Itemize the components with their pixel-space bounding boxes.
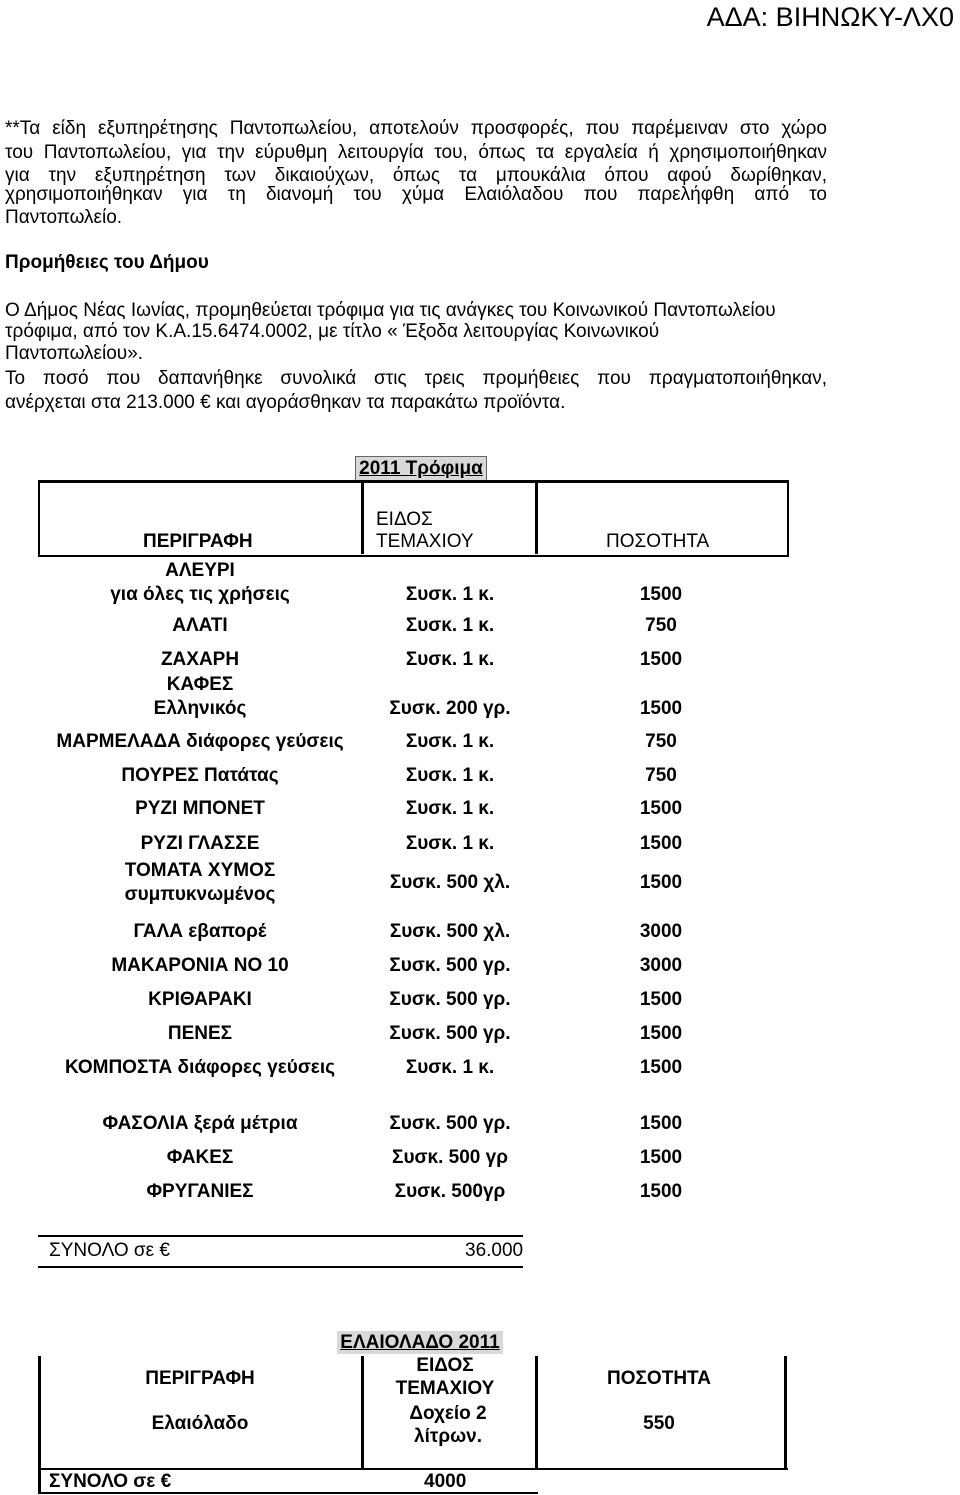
table1-cell-description: ΡΥΖΙ ΓΛΑΣΣΕ <box>140 833 260 854</box>
table2-total-value: 4000 <box>424 1471 467 1492</box>
table1-cell-description: για όλες τις χρήσεις <box>110 584 290 605</box>
table2-cell-description: Ελαιόλαδο <box>151 1413 249 1434</box>
table1-header-quantity: ΠΟΣΟΤΗΤΑ <box>606 531 710 552</box>
table1-cell-type: Συσκ. 1 κ. <box>405 731 495 752</box>
intro-line: **Τα είδη εξυπηρέτησης Παντοπωλείου, αποτελούν προσφορές, που παρέμειναν στο χώρο <box>5 118 827 139</box>
table1-total-value: 36.000 <box>465 1240 524 1261</box>
ada-code: ΑΔΑ: ΒΙΗΝΩΚΥ-ΛΧ0 <box>706 2 954 32</box>
table1-cell-description: ΦΡΥΓΑΝΙΕΣ <box>146 1181 254 1202</box>
table1-cell-quantity: 750 <box>645 615 677 636</box>
table1-cell-quantity: 1500 <box>639 584 683 605</box>
table1-cell-type: Συσκ. 500 χλ. <box>389 921 511 942</box>
table1-cell-quantity: 1500 <box>639 1147 683 1168</box>
table2-total-label: ΣΥΝΟΛΟ σε € <box>49 1471 172 1492</box>
table2-caption: ΕΛΑΙΟΛΑΔΟ 2011 <box>337 1331 503 1354</box>
section-line: Το ποσό που δαπανήθηκε συνολικά στις τρεις προμήθειες που πραγματοποιήθηκαν, <box>5 368 827 389</box>
table1-cell-type: Συσκ. 500 χλ. <box>389 872 511 893</box>
table1-cell-type: Συσκ. 1 κ. <box>405 798 495 819</box>
table2-divider <box>361 1356 364 1468</box>
table1-cell-description: Ελληνικός <box>153 698 247 719</box>
table1-divider <box>535 481 538 554</box>
table1-header-type: ΤΕΜΑΧΙΟΥ <box>376 531 474 552</box>
table2-rule <box>38 1468 788 1470</box>
table1-cell-quantity: 1500 <box>639 989 683 1010</box>
table1-cell-type: Συσκ. 1 κ. <box>405 1057 495 1078</box>
table1-cell-quantity: 750 <box>645 731 677 752</box>
table1-cell-type: Συσκ. 1 κ. <box>405 615 495 636</box>
table1-cell-quantity: 1500 <box>639 649 683 670</box>
table1-cell-quantity: 1500 <box>639 1057 683 1078</box>
table2-cell-type: Δοχείο 2 <box>409 1403 487 1424</box>
table2-cell-type: λίτρων. <box>414 1426 482 1447</box>
table1-cell-description: ΦΑΚΕΣ <box>166 1147 234 1168</box>
table1-cell-description: ΑΛΕΥΡΙ <box>165 560 235 581</box>
table1-cell-quantity: 1500 <box>639 1023 683 1044</box>
table1-cell-type: Συσκ. 500 γρ <box>392 1147 508 1168</box>
table2-cell-quantity: 550 <box>643 1413 675 1434</box>
table1-cell-description: ΜΑΡΜΕΛΑΔΑ διάφορες γεύσεις <box>56 731 344 752</box>
table1-cell-type: Συσκ. 200 γρ. <box>389 698 511 719</box>
table1-cell-quantity: 1500 <box>639 833 683 854</box>
intro-line: Παντοπωλείο. <box>5 207 123 228</box>
table1-caption: 2011 Τρόφιμα <box>355 456 487 481</box>
table1-cell-description: ΑΛΑΤΙ <box>172 615 228 636</box>
table1-cell-quantity: 1500 <box>639 1113 683 1134</box>
table2-header-quantity: ΠΟΣΟΤΗΤΑ <box>607 1368 711 1389</box>
table1-cell-description: ΠΕΝΕΣ <box>167 1023 233 1044</box>
section-line: Ο Δήμος Νέας Ιωνίας, προμηθεύεται τρόφιμα για τις ανάγκες του Κοινωνικού Παντοπωλείου <box>5 300 776 321</box>
table1-cell-quantity: 1500 <box>639 698 683 719</box>
table1-cell-quantity: 1500 <box>639 872 683 893</box>
table1-cell-type: Συσκ. 500 γρ. <box>389 1023 511 1044</box>
section-line: ανέρχεται στα 213.000 € και αγοράσθηκαν τα παρακάτω προϊόντα. <box>5 392 566 413</box>
section-heading: Προμήθειες του Δήμου <box>5 252 209 273</box>
table1-cell-type: Συσκ. 1 κ. <box>405 584 495 605</box>
section-line: τρόφιμα, από τον Κ.Α.15.6474.0002, με τίτλο « Έξοδα λειτουργίας Κοινωνικού <box>5 321 660 342</box>
table1-cell-type: Συσκ. 500 γρ. <box>389 1113 511 1134</box>
table1-cell-description: συμπυκνωμένος <box>124 884 276 905</box>
section-line: Παντοπωλείου». <box>5 343 144 364</box>
table1-cell-description: ΠΟΥΡΕΣ Πατάτας <box>121 765 279 786</box>
table1-total-label: ΣΥΝΟΛΟ σε € <box>49 1240 170 1261</box>
table1-cell-description: ΦΑΣΟΛΙΑ ξερά μέτρια <box>102 1113 298 1134</box>
table1-cell-type: Συσκ. 1 κ. <box>405 833 495 854</box>
table1-cell-description: ΓΑΛΑ εβαπορέ <box>133 921 267 942</box>
table1-header-description: ΠΕΡΙΓΡΑΦΗ <box>143 531 253 552</box>
table1-cell-type: Συσκ. 1 κ. <box>405 649 495 670</box>
table1-total-rule <box>38 1266 523 1268</box>
table2-header-description: ΠΕΡΙΓΡΑΦΗ <box>145 1368 255 1389</box>
table1-cell-type: Συσκ. 500 γρ. <box>389 989 511 1010</box>
table2-divider <box>535 1356 538 1468</box>
table1-cell-type: Συσκ. 1 κ. <box>405 765 495 786</box>
intro-line: για την εξυπηρέτηση των δικαιούχων, όπως τα μπουκάλια όπου αφού δωρίθηκαν, <box>5 165 827 186</box>
table2-border <box>38 1356 41 1493</box>
table1-cell-quantity: 750 <box>645 765 677 786</box>
table1-cell-quantity: 1500 <box>639 1181 683 1202</box>
intro-line: χρησιμοποιήθηκαν για τη διανομή του χύμα Ελαιόλαδου που παρελήφθη από το <box>5 184 827 205</box>
table1-header-type: ΕΙΔΟΣ <box>376 509 433 530</box>
table2-header-type: ΕΙΔΟΣ <box>416 1355 474 1376</box>
table1-cell-type: Συσκ. 500 γρ. <box>389 955 511 976</box>
table1-cell-quantity: 3000 <box>639 955 683 976</box>
table2-header-type: ΤΕΜΑΧΙΟΥ <box>395 1378 495 1399</box>
table1-divider <box>361 481 364 554</box>
table1-cell-quantity: 3000 <box>639 921 683 942</box>
table2-rule <box>38 1492 538 1494</box>
table2-border <box>784 1356 787 1468</box>
table1-cell-description: ΚΡΙΘΑΡΑΚΙ <box>148 989 252 1010</box>
table1-total-rule <box>38 1235 523 1237</box>
intro-line: του Παντοπωλείου, για την εύρυθμη λειτουργία του, όπως τα εργαλεία ή χρησιμοποιήθηκαν <box>5 142 827 163</box>
table1-cell-description: ΚΟΜΠΟΣΤΑ διάφορες γεύσεις <box>65 1057 335 1078</box>
table1-cell-type: Συσκ. 500γρ <box>394 1181 506 1202</box>
table1-cell-quantity: 1500 <box>639 798 683 819</box>
table1-cell-description: ΡΥΖΙ ΜΠΟΝΕΤ <box>135 798 265 819</box>
table1-cell-description: ΚΑΦΕΣ <box>166 674 234 695</box>
table1-cell-description: ΜΑΚΑΡΟΝΙΑ ΝΟ 10 <box>111 955 289 976</box>
table1-cell-description: ΖΑΧΑΡΗ <box>160 649 240 670</box>
table1-cell-description: ΤΟΜΑΤΑ ΧΥΜΟΣ <box>124 860 276 881</box>
